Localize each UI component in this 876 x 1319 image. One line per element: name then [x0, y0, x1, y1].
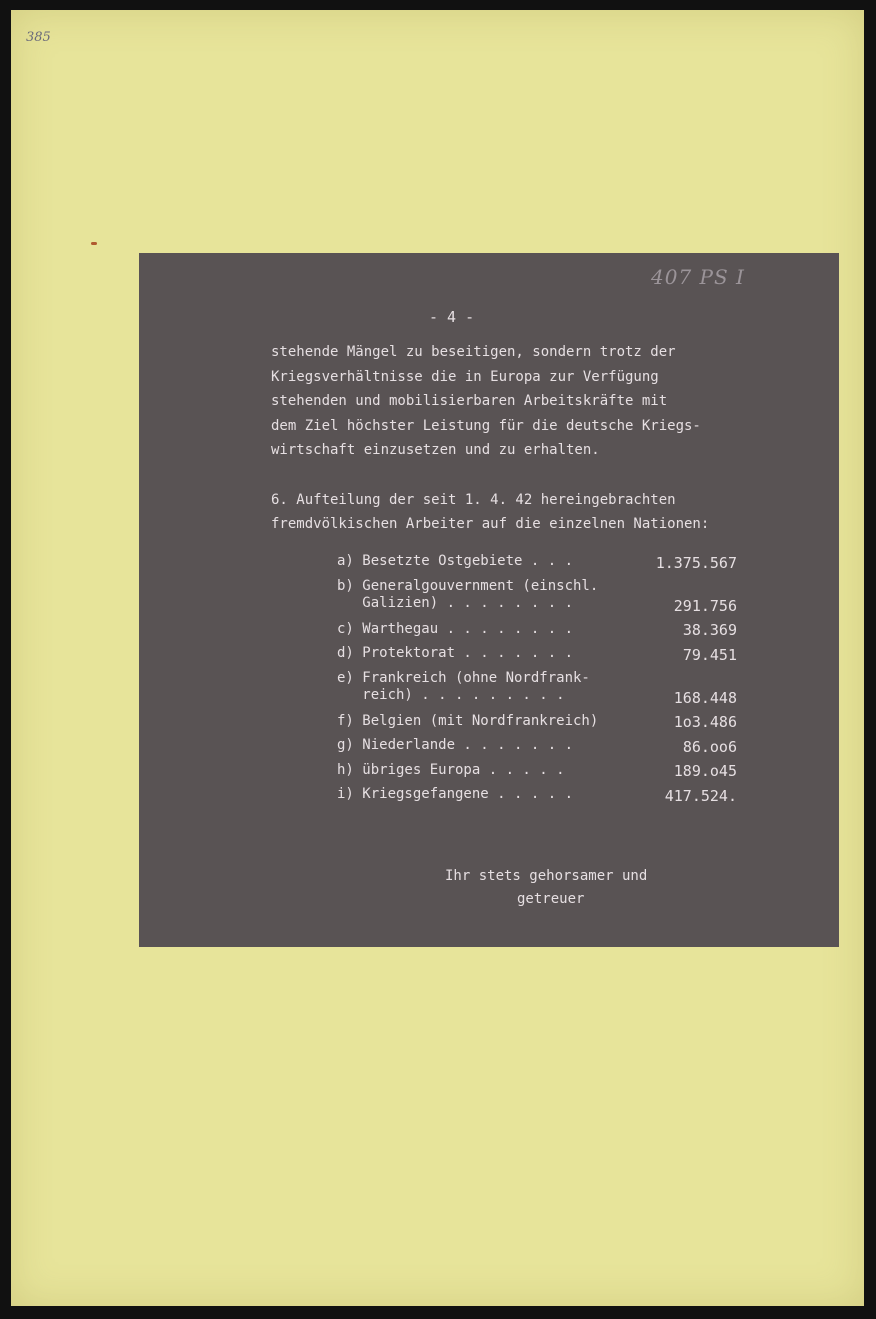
nation-label: g) Niederlande . . . . . . . — [337, 737, 574, 753]
table-row — [337, 670, 737, 713]
paragraph-line: stehende Mängel zu beseitigen, sondern trotz der — [271, 344, 676, 360]
nation-label: b) Generalgouvernment (einschl. Galizien) . . . . . . . . — [337, 577, 599, 611]
table-row — [337, 737, 737, 762]
page-number: - 4 - — [429, 308, 475, 326]
body-paragraph — [271, 340, 701, 463]
table-row — [337, 553, 737, 578]
nation-label: f) Belgien (mit Nordfrankreich) — [337, 712, 599, 729]
handwritten-page-number: 385 — [26, 30, 51, 45]
nation-label: e) Frankreich (ohne Nordfrank- reich) . . . . . . . . . — [337, 669, 590, 703]
paragraph-line: wirtschaft einzusetzen und zu erhalten. — [271, 442, 600, 458]
nation-label: a) Besetzte Ostgebiete . . . — [337, 553, 574, 569]
photostat-document — [139, 253, 839, 947]
closing-line: getreuer — [517, 891, 585, 907]
nation-value: 291.756 — [673, 596, 737, 615]
nations-table — [337, 553, 737, 811]
closing-salutation — [445, 865, 647, 911]
table-row — [337, 645, 737, 670]
nation-label: i) Kriegsgefangene . . . . . — [337, 786, 574, 802]
nation-value: 1.375.567 — [655, 553, 737, 572]
nation-value: 417.524. — [664, 786, 737, 805]
nation-value: 86.oo6 — [682, 737, 737, 756]
table-row — [337, 713, 737, 738]
table-row — [337, 621, 737, 646]
table-row — [337, 578, 737, 621]
paper-sheet — [11, 10, 864, 1306]
archive-mark: 407 PS I — [651, 265, 745, 289]
nation-value: 38.369 — [682, 621, 737, 639]
ink-mark — [91, 242, 97, 245]
heading-line: 6. Aufteilung der seit 1. 4. 42 hereingebrachten — [271, 492, 676, 508]
paragraph-line: Kriegsverhältnisse die in Europa zur Verfügung — [271, 368, 659, 385]
nation-value: 79.451 — [682, 645, 737, 664]
nation-label: d) Protektorat . . . . . . . — [337, 645, 574, 661]
closing-line: Ihr stets gehorsamer und — [445, 868, 648, 884]
section-heading — [271, 488, 709, 536]
table-row — [337, 762, 737, 787]
nation-label: c) Warthegau . . . . . . . . — [337, 620, 574, 637]
nation-value: 189.o45 — [673, 762, 737, 780]
paragraph-line: dem Ziel höchster Leistung für die deutsche Kriegs- — [271, 417, 701, 434]
nation-value: 168.448 — [673, 688, 737, 707]
nation-label: h) übriges Europa . . . . . — [337, 761, 565, 778]
table-row — [337, 786, 737, 811]
heading-line: fremdvölkischen Arbeiter auf die einzelnen Nationen: — [271, 516, 710, 532]
nation-value: 1o3.486 — [673, 713, 737, 731]
paragraph-line: stehenden und mobilisierbaren Arbeitskräfte mit — [271, 393, 668, 409]
